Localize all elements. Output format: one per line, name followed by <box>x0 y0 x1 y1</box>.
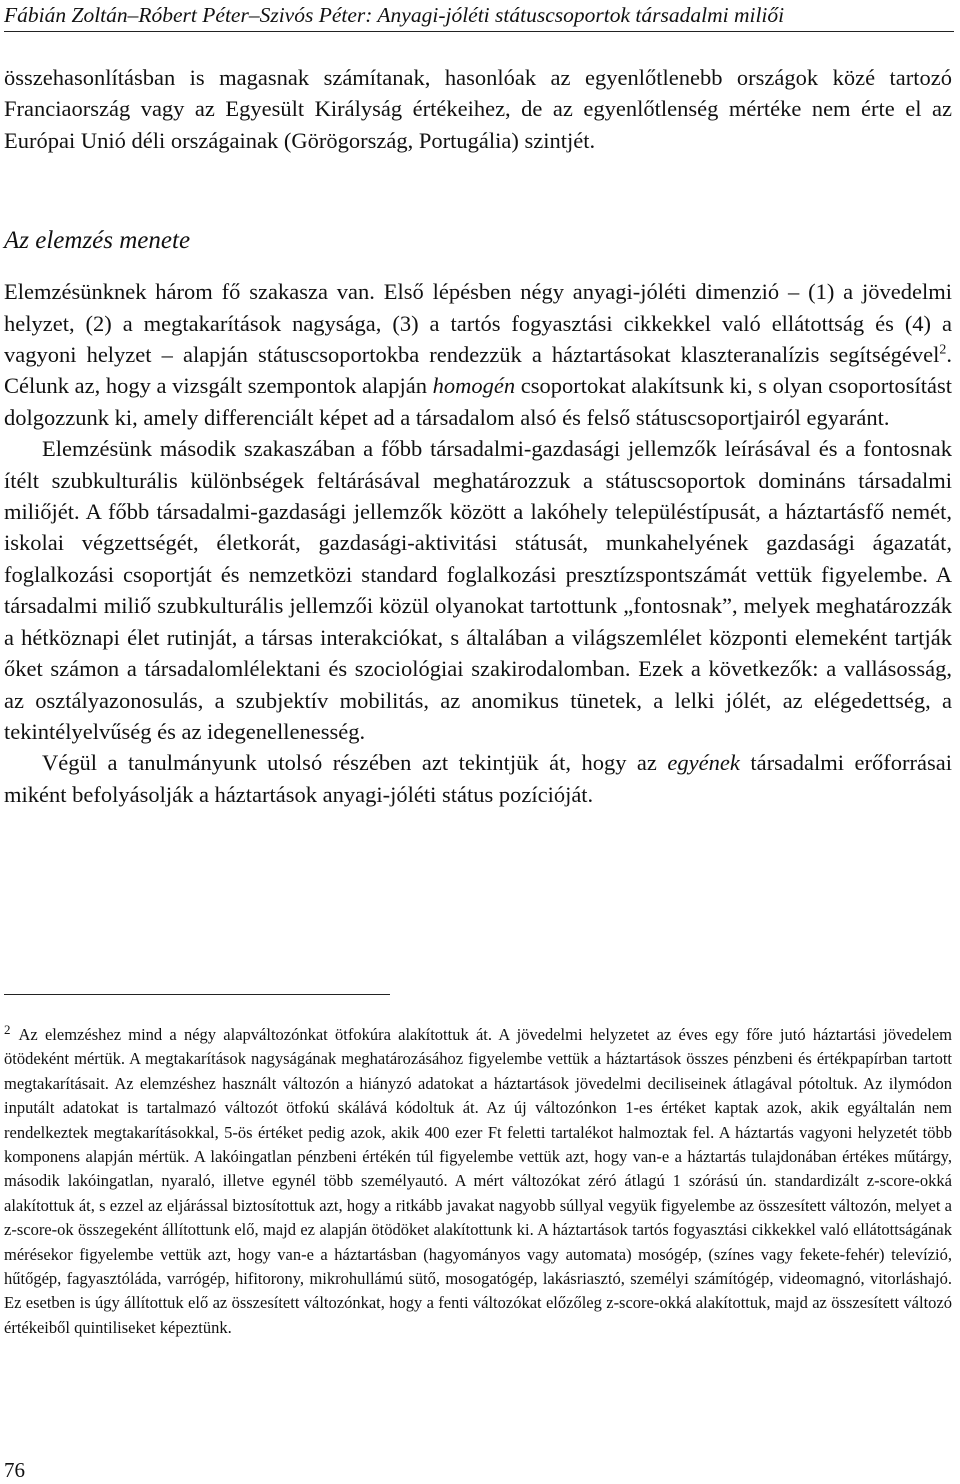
footnote-reference[interactable]: 2 <box>939 342 947 358</box>
intro-paragraph: összehasonlításban is magasnak számítanak, hasonlóak az egyenlőtlenebb országok közé tartozó Franciaország vagy az Egyesült Királyság értékeihez, de az egyenlőtlenség mértéke nem érte el az Európai Unió déli országainak (Görögország, Portugália) szintjét. <box>4 65 952 153</box>
section-paragraph-1 <box>4 276 952 433</box>
footnote-divider <box>4 994 390 995</box>
main-text <box>4 62 952 810</box>
section-paragraph-2: Elemzésünk második szakaszában a főbb társadalmi-gazdasági jellemzők leírásával és a fontosnak ítélt szubkulturális különbségek feltárásával meghatározzuk a státuscsoportok domináns társadalmi miliőjét. A főbb társadalmi-gazdasági jellemzők között a lakóhely településtípusát, a háztartásfő nemét, iskolai végzettségét, életkorát, gazdasági-aktivitási státusát, munkahelyének gazdasági ágazatát, foglalkozási csoportját és nemzetközi standard foglalkozási presztízspontszámát vettük figyelembe. A társadalmi miliő szubkulturális jellemzői közül olyanokat tartottunk „fontosnak”, melyek meghatározzák a hétköznapi élet rutinját, a társas interakciókat, s általában a világszemlélet központi elemeként tartják őket számon a társadalomlélektani és szociológiai szakirodalomban. Ezek a következők: a vallásosság, az osztályazonosulás, a szubjektív mobilitás, az anomikus tünetek, a lelki jólét, az elégedettség, a tekintélyelvűség és az idegenellenesség. <box>4 436 952 744</box>
p3-text-b: társadalmi erőforrásai miként befolyásolják a háztartások anyagi-jóléti státus pozícióját. <box>4 750 952 807</box>
p3-text-a: Végül a tanulmányunk utolsó részében azt tekintjük át, hogy az <box>42 750 668 776</box>
p1-text-c: csoportokat alakítsunk ki, s olyan csoportosítást dolgozzunk ki, amely differenciált képet ad a társadalom alsó és felső státuscsoportjairól egyaránt. <box>4 373 952 430</box>
p3-emphasis: egyének <box>667 750 740 776</box>
p1-text-a: Elemzésünknek három fő szakasza van. Első lépésben négy anyagi-jóléti dimenzió – (1) a jövedelmi helyzet, (2) a megtakarítások nagysága, (3) a tartós fogyasztási cikkekkel való ellátottság és (4) a vagyoni helyzet – alapján státuscsoportokba rendezzük a háztartásokat klaszteranalízis segítségével <box>4 279 952 368</box>
footnote-marker: 2 <box>4 1022 11 1037</box>
p1-emphasis: homogén <box>432 373 516 399</box>
running-title: Fábián Zoltán–Róbert Péter–Szivós Péter: Anyagi-jóléti státuscsoportok társadalmi miliői <box>4 3 785 27</box>
running-header <box>4 2 954 32</box>
p1-text-b: . Célunk az, hogy a vizsgált szempontok alapján <box>4 342 952 399</box>
section-paragraph-3 <box>4 747 952 810</box>
section-title: Az elemzés menete <box>4 227 191 255</box>
footnote-paragraph <box>4 1018 952 1340</box>
page-number: 76 <box>4 1458 25 1482</box>
footnote <box>4 1018 952 1340</box>
footnote-text: Az elemzéshez mind a négy alapváltozónkat ötfokúra alakítottuk át. A jövedelmi helyzetet az éves egy főre jutó háztartási jövedelem ötödeként mértük. A megtakarítások nagyságának meghatározásához figyelembe vettük a háztartások összes pénzbeni és értékpapírban tartott megtakarításait. Az elemzéshez használt változón a hiányzó adatokat a háztartások jövedelmi deciliseinek átlagával pótoltuk. Az ilymódon inputált adatokat is tartalmazó változót ötfokú skálává kódoltuk át. Az új változónkon 1-es értéket kaptak azok, akik egyáltalán nem rendelkeztek megtakarításokkal, 5-ös értéket pedig azok, akik 400 ezer Ft feletti tartalékot halmoztak fel. A háztartás vagyoni helyzetét több komponens alapján mértük. A lakóingatlan pénzbeni értékén túl figyelembe vettük azt, hogy van-e a háztartás tulajdonában értékes műtárgy, második lakóingatlan, nyaraló, illetve egynél több személyautó. A mért változókat zéró átlagú 1 szórású ún. standardizált z-score-okká alakítottuk át, s ezzel az eljárással biztosítottuk azt, hogy a ritkább javakat nagyobb súllyal vegyük figyelembe az összesített változón, melyet a z-score-ok összegeként állítottunk elő, majd ez alapján ötödöket alakítottunk ki. A háztartások tartós fogyasztási cikkekkel való ellátottságának mérésekor figyelembe vettük azt, hogy van-e a háztartásban (hagyományos vagy automata) mosógép, (színes vagy fekete-fehér) televízió, hűtőgép, fagyasztóláda, varrógép, hifitorony, mikrohullámú sütő, mosogatógép, lakásriasztó, személyi számítógép, videomagnó, vitorláshajó. Ez esetben is úgy állítottuk elő az összesített változónkat, hogy a fenti változókat előzőleg z-score-okká alakítottuk, majd az összesített változó értékeiből quintiliseket képeztünk. <box>4 1025 952 1337</box>
